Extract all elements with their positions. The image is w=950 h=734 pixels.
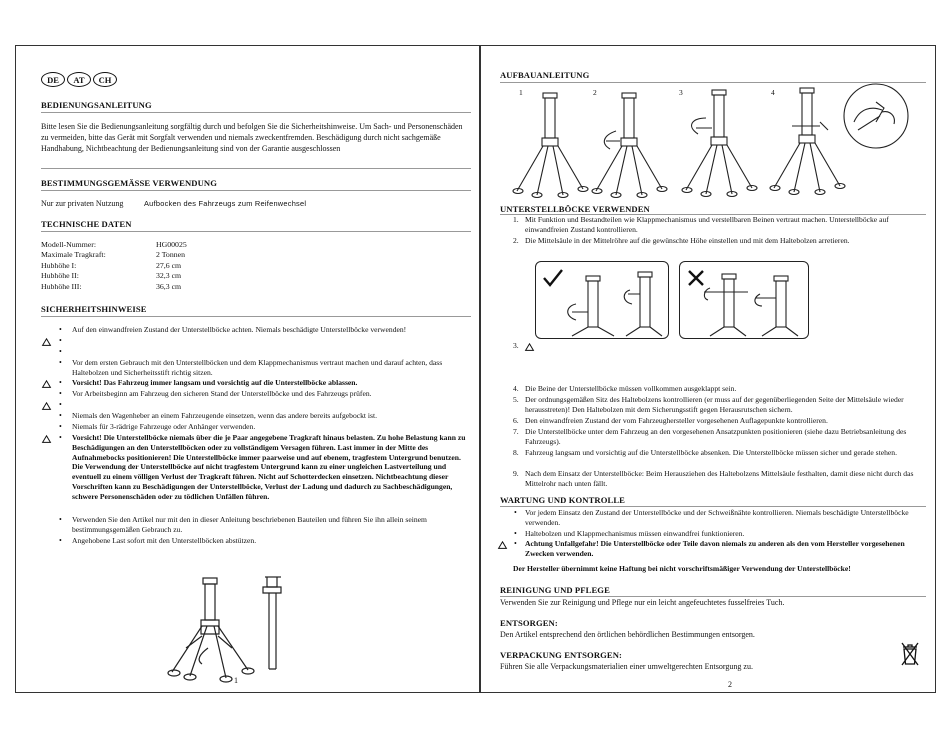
bullet: • — [59, 325, 62, 334]
safety-item: Auf den einwandfreien Zustand der Unterstellböcke achten. Niemals beschädigte Unterstellböcke verwenden! — [72, 325, 407, 334]
setup-step-2-illustration — [586, 91, 671, 199]
usage-step: Nach dem Einsatz der Unterstellböcke: Beim Herausziehen des Haltebolzens Mittelsäule festhalten, damit diese nicht durch das Mittelrohr nach unten fällt. — [525, 469, 914, 488]
setup-step-3-illustration — [676, 88, 761, 198]
heading-disposal: ENTSORGEN: — [500, 618, 558, 628]
usage-step: Den einwandfreien Zustand der vom Fahrzeughersteller vorgesehenen Auflagepunkte kontrollieren. — [525, 416, 828, 425]
pin-illustration — [261, 573, 291, 673]
step-number: 7. — [513, 427, 519, 436]
bullet: • — [59, 400, 62, 409]
bullet: • — [59, 336, 62, 345]
step-number: 6. — [513, 416, 519, 425]
usage-step: Fahrzeug langsam und vorsichtig auf die Unterstellböcke absenken. Die Unterstellböcke müssen sicher und gerade stehen. — [525, 448, 897, 457]
bullet: • — [59, 347, 62, 356]
warning-triangle-icon — [42, 380, 51, 388]
bullet: • — [59, 358, 62, 367]
cleaning-text: Verwenden Sie zur Reinigung und Pflege nur ein leicht angefeuchtetes fusselfreies Tuch. — [500, 598, 785, 607]
bullet: • — [59, 422, 62, 431]
heading-manual: BEDIENUNGSANLEITUNG — [41, 100, 152, 110]
step-number: 9. — [513, 469, 519, 478]
heading-setup: AUFBAUANLEITUNG — [500, 70, 590, 80]
badge-at: AT — [67, 72, 91, 87]
divider — [500, 506, 926, 507]
safety-item: Angehobene Last sofort mit den Unterstellböcken abstützen. — [72, 536, 257, 545]
use-label: Nur zur privaten Nutzung — [41, 199, 124, 208]
bullet: • — [59, 389, 62, 398]
waste-bin-icon — [901, 642, 919, 666]
step-number: 4. — [513, 384, 519, 393]
heading-usage: UNTERSTELLBÖCKE VERWENDEN — [500, 204, 650, 214]
incorrect-usage-panel — [679, 261, 809, 339]
spec-key: Modell-Nummer: — [41, 240, 97, 249]
packaging-text: Führen Sie alle Verpackungsmaterialien einer umweltgerechten Entsorgung zu. — [500, 662, 753, 671]
usage-step: Der ordnungsgemäßen Sitz des Haltebolzens kontrollieren (er muss auf der gegenüberliegenden Seite der Mittelsäule wieder herausstreten)! Den Haltebolzen mit dem Sicherungsstift gegen Herausrutschen sichern. — [525, 395, 904, 414]
bullet: • — [59, 536, 62, 545]
warning-triangle-icon — [42, 402, 51, 410]
safety-item: Niemals den Wagenheber an einem Fahrzeugende einsetzen, wenn das andere bereits aufgebockt ist. — [72, 411, 377, 420]
setup-step-number: 4 — [771, 88, 775, 97]
liability-disclaimer: Der Hersteller übernimmt keine Haftung bei nicht vorschriftsmäßiger Verwendung der Unterstellböcke! — [513, 564, 851, 573]
spec-value: HG00025 — [156, 240, 187, 249]
right-page — [480, 45, 936, 693]
setup-step-number: 3 — [679, 88, 683, 97]
bullet: • — [59, 433, 62, 442]
heading-cleaning: REINIGUNG UND PFLEGE — [500, 585, 610, 595]
badge-de: DE — [41, 72, 65, 87]
heading-packaging: VERPACKUNG ENTSORGEN: — [500, 650, 623, 660]
warning-triangle-icon — [42, 435, 51, 443]
bullet: • — [514, 508, 517, 517]
intro-text: Bitte lesen Sie die Bedienungsanleitung sorgfältig durch und befolgen Sie die Sicherheitshinweise. Um Sach- und Personenschäden zu vermeiden, bitte das Gerät mit Sorgfalt verwenden und niemals zweckentfremden. Beschädigung durch nicht sachgemäße Handhabung, Nichtbeachtung der Bedienungsanleitung sind von der Garantie ausgeschlossen — [41, 122, 463, 153]
usage-step: Mit Funktion und Bestandteilen wie Klappmechanismus und verstellbaren Beinen vertraut machen. Unterstellböcke auf einwandfreien Zustand kontrollieren. — [525, 215, 889, 234]
heading-maintenance: WARTUNG UND KONTROLLE — [500, 495, 625, 505]
page-number: 2 — [728, 680, 732, 689]
heading-safety: SICHERHEITSHINWEISE — [41, 304, 147, 314]
usage-step: Die Beine der Unterstellböcke müssen vollkommen ausgeklappt sein. — [525, 384, 737, 393]
safety-item: Vor dem ersten Gebrauch mit den Unterstellböcken und dem Klappmechanismus vertraut machen und darauf achten, dass Haltebolzen und Sicherheitsstift richtig sitzen. — [72, 358, 443, 377]
detail-zoom-illustration — [836, 82, 916, 152]
setup-step-1-illustration — [511, 91, 591, 199]
safety-item: Verwenden Sie den Artikel nur mit den in dieser Anleitung beschriebenen Bauteilen und führen Sie ihn allein seinem bestimmungsgemäßen Gebrauch zu. — [72, 515, 427, 534]
step-number: 5. — [513, 395, 519, 404]
safety-item: Vorsicht! Die Unterstellböcke niemals über die je Paar angegebene Tragkraft hinaus belasten. Zu hohe Belastung kann zu Beschädigungen an den Unterstellböcken oder zu vollständigem Versagen führen. Last immer in der Mitte des Aufnahmebocks positionieren! Die Unterstellböcke immer paarweise und auf ebenem, tragfestem Untergrund benutzen. Die Verwendung der Unterstellböcke auf nicht tragfestem Untergrund kann zu einer ungleichen Lastverteilung und eventuell zu einem völligen Verlust der Tragkraft führen. Nicht auf Schotterdecken einsetzen. Nichtbeachtung dieser Vorschriften kann zu Beschädigungen der Unterstellböcke, Verlust der Ladung und dadurch zu Sachbeschädigungen, schwere Personenschäden oder zu tödlichen Unfällen führen. — [72, 433, 466, 501]
maintenance-item: Haltebolzen und Klappmechanismus müssen einwandfrei funktionieren. — [525, 529, 745, 538]
badge-ch: CH — [93, 72, 117, 87]
bullet: • — [59, 378, 62, 387]
country-badges — [41, 72, 117, 87]
spec-key: Maximale Tragkraft: — [41, 250, 106, 260]
safety-item: Niemals für 3-rädrige Fahrzeuge oder Anhänger verwenden. — [72, 422, 256, 431]
spec-key: Hubhöhe III: — [41, 281, 82, 291]
safety-item: Vor Arbeitsbeginn am Fahrzeug den sicheren Stand der Unterstellböcke und des Fahrzeugs prüfen. — [72, 389, 372, 398]
divider — [41, 316, 471, 317]
disposal-text: Den Artikel entsprechend den örtlichen behördlichen Bestimmungen entsorgen. — [500, 630, 755, 639]
spec-value: 2 Tonnen — [156, 250, 185, 260]
safety-item: Vorsicht! Das Fahrzeug immer langsam und vorsichtig auf die Unterstellböcke ablassen. — [72, 378, 358, 387]
spec-value: 27,6 cm — [156, 260, 182, 270]
incorrect-usage-illustration — [690, 264, 806, 336]
step-number: 1. — [513, 215, 519, 224]
maintenance-item: Vor jedem Einsatz den Zustand der Unterstellböcke und der Schweißnähte kontrollieren. Niemals beschädigte Unterstellböcke verwenden. — [525, 508, 909, 527]
spec-value: 36,3 cm — [156, 281, 182, 291]
page-number: 1 — [234, 676, 238, 685]
divider — [41, 190, 471, 191]
warning-triangle-icon — [498, 541, 507, 549]
step-number: 3. — [513, 341, 519, 350]
spec-value: 32,3 cm — [156, 271, 182, 281]
use-value: Aufbocken des Fahrzeugs zum Reifenwechsel — [144, 199, 307, 208]
spec-key: Hubhöhe II: — [41, 271, 79, 281]
correct-usage-panel — [535, 261, 669, 339]
usage-step: Die Mittelsäule in der Mittelröhre auf die gewünschte Höhe einstellen und mit dem Haltebolzen arretieren. — [525, 236, 850, 245]
bullet: • — [59, 515, 62, 524]
spec-table — [41, 240, 187, 292]
step-number: 2. — [513, 236, 519, 245]
divider — [41, 231, 471, 232]
setup-step-number: 2 — [593, 88, 597, 97]
maintenance-item: Achtung Unfallgefahr! Die Unterstellböcke oder Teile davon niemals zu anderen als den vom Hersteller vorgesehenen Zwecken verwenden. — [525, 539, 905, 558]
step-number: 8. — [513, 448, 519, 457]
setup-step-number: 1 — [519, 88, 523, 97]
warning-triangle-icon — [42, 338, 51, 346]
divider — [41, 112, 471, 113]
spec-key: Hubhöhe I: — [41, 260, 77, 270]
heading-intended-use: BESTIMMUNGSGEMÄSSE VERWENDUNG — [41, 178, 218, 188]
bullet: • — [514, 529, 517, 538]
divider — [41, 168, 471, 169]
bullet: • — [59, 411, 62, 420]
correct-usage-illustration — [546, 264, 666, 336]
usage-step: Die Unterstellböcke unter dem Fahrzeug an den vorgesehenen Ansatzpunkten positionieren (siehe dazu Betriebsanleitung des Fahrzeugs). — [525, 427, 907, 446]
bullet: • — [514, 539, 517, 548]
heading-tech-data: TECHNISCHE DATEN — [41, 219, 132, 229]
left-page — [15, 45, 480, 693]
warning-triangle-icon — [525, 343, 534, 351]
